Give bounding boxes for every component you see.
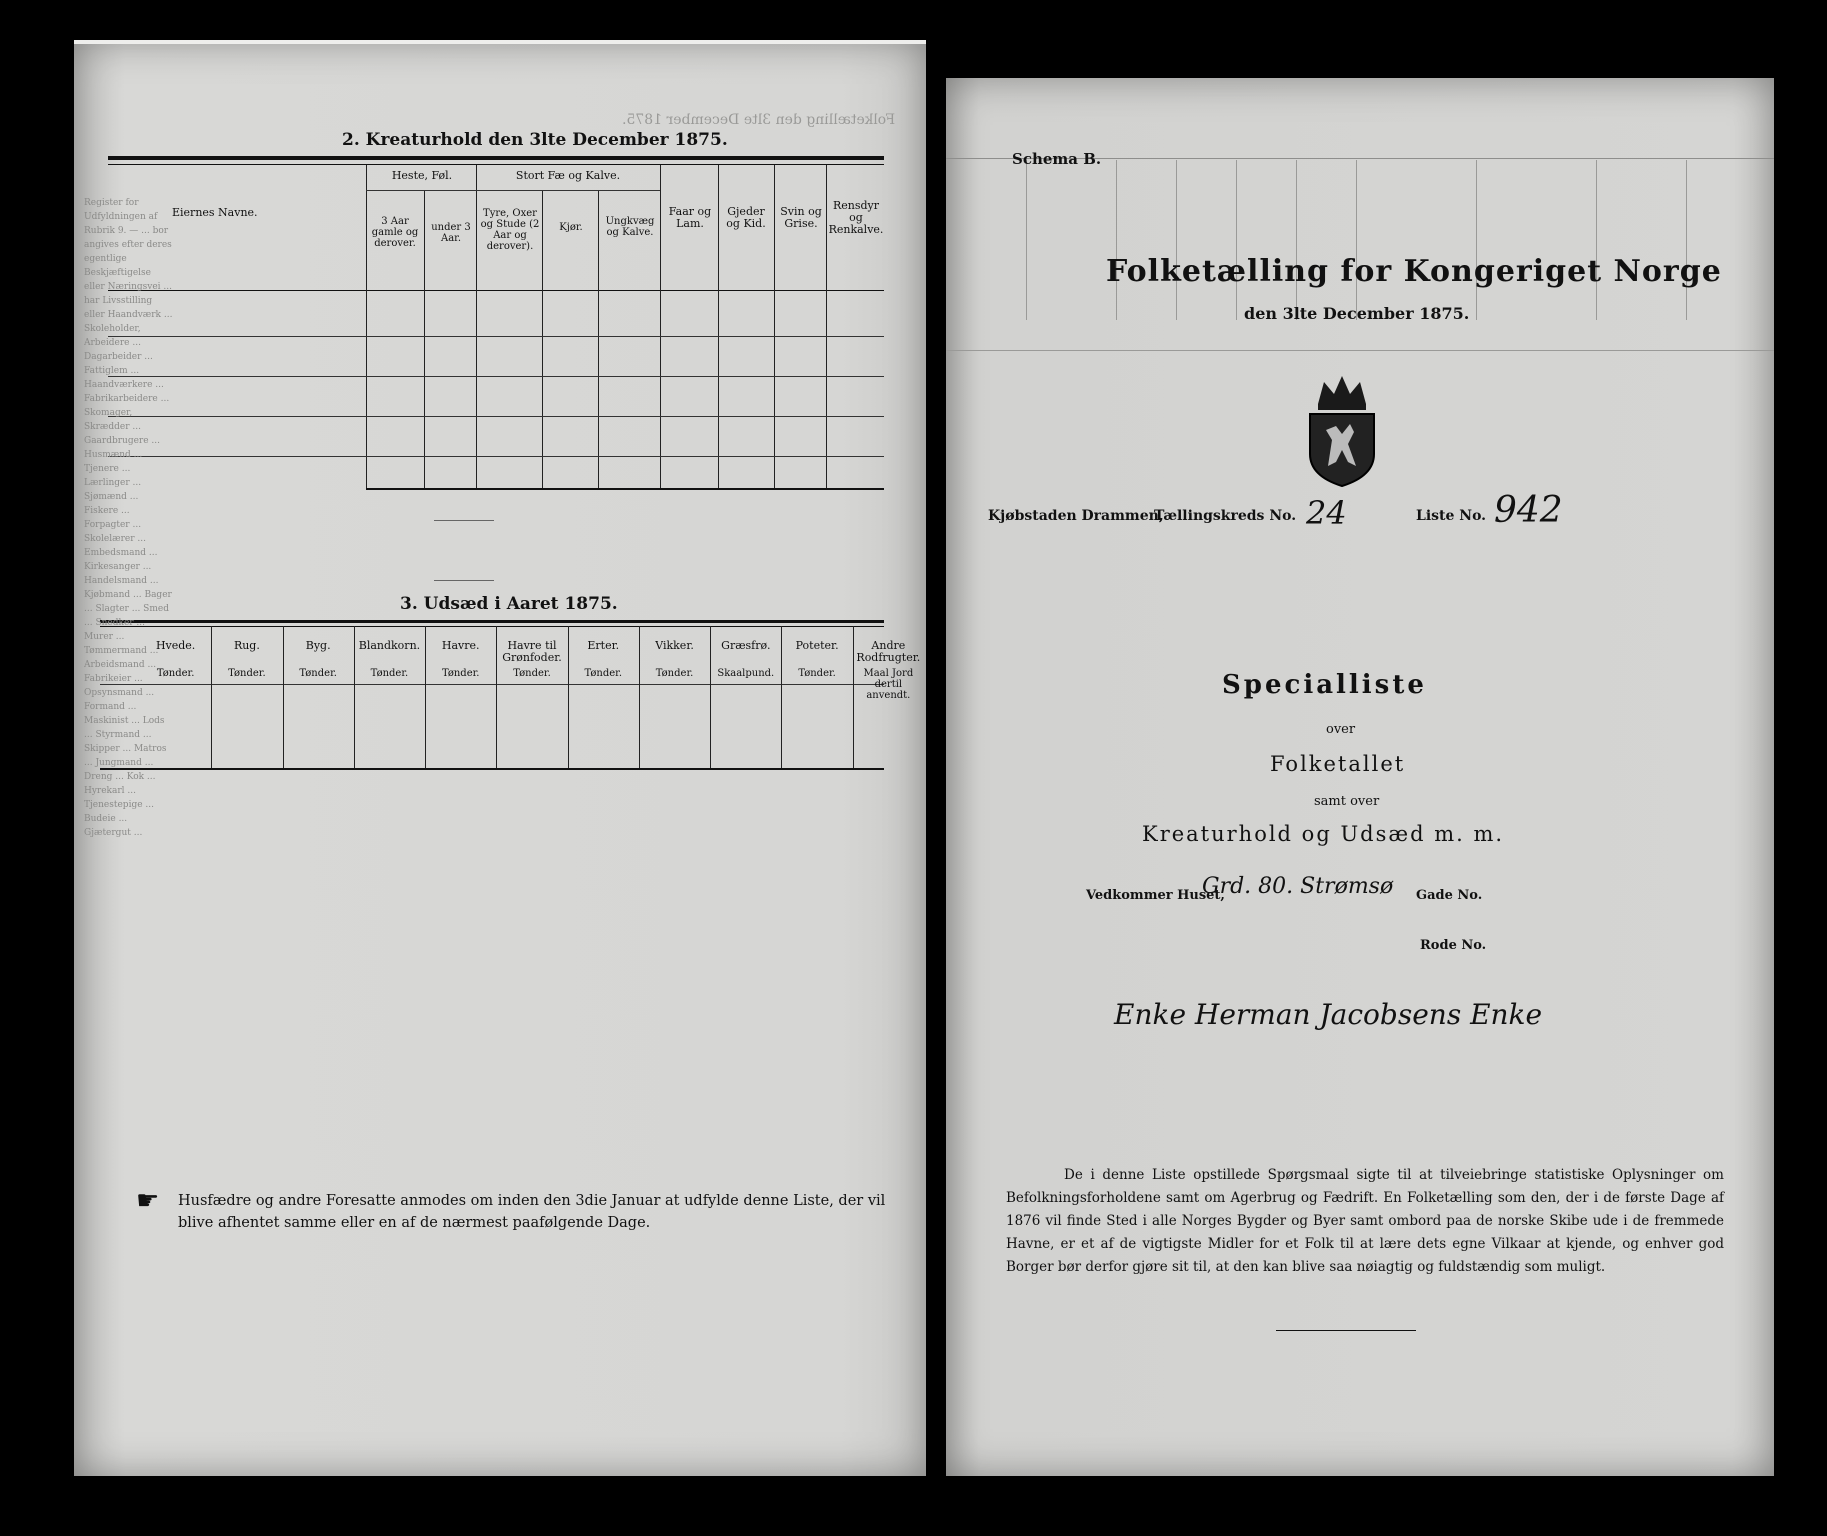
- header-cattle: Stort Fæ og Kalve.: [515, 169, 621, 182]
- seed-header-name: Havre.: [441, 639, 480, 652]
- header-reindeer: Rensdyr og Renkalve.: [828, 199, 884, 236]
- seed-header-name: Rug.: [233, 639, 260, 652]
- gade-label: Gade No.: [1416, 888, 1483, 903]
- left-page: [74, 40, 926, 1476]
- seed-header-name: Blandkorn.: [358, 639, 421, 652]
- header-horses-under3: under 3 Aar.: [431, 222, 471, 244]
- district-prefix: Kjøbstaden Drammen,: [988, 508, 1164, 524]
- seed-header-unit: Skaalpund.: [717, 668, 775, 679]
- owner-handwritten: Enke Herman Jacobsens Enke: [1114, 998, 1543, 1031]
- seed-header-name: Græsfrø.: [721, 639, 771, 652]
- liste-label: Liste No.: [1416, 508, 1487, 524]
- seed-header-unit: Tønder.: [798, 668, 836, 679]
- seed-header-unit: Tønder.: [441, 668, 480, 679]
- seed-header-unit: Maal Jord dertil anvendt.: [863, 668, 914, 701]
- samt-over-text: samt over: [1314, 794, 1380, 809]
- mirrored-header: Folketælling den 3lte December 1875.: [622, 112, 896, 128]
- header-cattle-young: Ungkvæg og Kalve.: [605, 216, 655, 238]
- kreds-label: Tællingskreds No.: [1154, 508, 1297, 524]
- house-value: Grd. 80. Strømsø: [1202, 874, 1394, 899]
- header-goats: Gjeder og Kid.: [726, 205, 766, 230]
- schema-label: Schema B.: [1012, 150, 1102, 168]
- liste-value: 942: [1494, 490, 1563, 531]
- over-text: over: [1326, 722, 1356, 737]
- bleed-through-text: Register for Udfyldningen af Rubrik 9. — ... bor angives efter deres egentlige Beskjæftigelse eller Næringsvei ... har Livsstilling eller Haandværk ... Skoleholder, Arbeidere ... Dagarbeider ... Fattiglem ... Haandværkere ... Fabrikarbeidere ... Skomager, Skrædder ... Gaardbrugere ... Husmænd ... Tjenere ... Lærlinger ... Sjømænd ... Fiskere ... Forpagter ... Skolelærer ... Embedsmand ... Kirkesanger ... Handelsmand ... Kjøbmand ... Bager ... Slagter ... Smed ... Snedker ... Murer ... Tømmermand ... Arbeidsmand ... Fabrikeier ... Opsynsmand ... Formand ... Maskinist ... Lods ... Styrmand ... Skipper ... Matros ... Jungmand ... Dreng ... Kok ... Hyrekarl ... Tjenestepige ... Budeie ... Gjætergut ...: [84, 198, 173, 838]
- seed-header-unit: Tønder.: [655, 668, 694, 679]
- seed-header-name: Andre Rodfrugter.: [856, 639, 921, 664]
- house-label: Vedkommer Huset,: [1086, 888, 1225, 903]
- seed-header-name: Erter.: [587, 639, 620, 652]
- header-pigs: Svin og Grise.: [780, 205, 822, 230]
- header-cattle-cows: Kjør.: [559, 222, 583, 233]
- folketallet-text: Folketallet: [1270, 752, 1406, 776]
- seed-header-unit: Tønder.: [513, 668, 551, 679]
- header-owner: Eiernes Navne.: [172, 206, 258, 219]
- seed-header-unit: Tønder.: [228, 668, 266, 679]
- seed-header-unit: Tønder.: [370, 668, 409, 679]
- header-sheep: Faar og Lam.: [668, 205, 712, 230]
- kreds-value: 24: [1306, 494, 1347, 532]
- pointing-hand-icon: ☛: [136, 1186, 160, 1216]
- seed-header-name: Byg.: [305, 639, 331, 652]
- right-page: [946, 78, 1774, 1476]
- date-line: den 3lte December 1875.: [1244, 304, 1470, 323]
- specialliste-title: Specialliste: [1222, 670, 1427, 700]
- coat-of-arms-icon: [1298, 370, 1386, 488]
- seed-header-unit: Tønder.: [299, 668, 337, 679]
- main-title: Folketælling for Kongeriget Norge: [1106, 254, 1722, 289]
- kreaturhold-title: Kreaturhold og Udsæd m. m.: [1142, 822, 1505, 846]
- seed-header-name: Vikker.: [655, 639, 694, 652]
- section3-title: 3. Udsæd i Aaret 1875.: [400, 594, 618, 614]
- rode-label: Rode No.: [1420, 938, 1487, 953]
- section2-title: 2. Kreaturhold den 3lte December 1875.: [342, 130, 728, 150]
- seed-header-name: Havre til Grønfoder.: [502, 639, 562, 664]
- seed-header-unit: Tønder.: [584, 668, 623, 679]
- page-edge: [74, 40, 926, 44]
- footer-text: De i denne Liste opstillede Spørgsmaal sigte til at tilveiebringe statistiske Oplysninger om Befolkningsforholdene samt om Agerbrug og Fædrift. En Folketælling som den, der i de første Dage af 1876 vil finde Sted i alle Norges Bygder og Byer samt ombord paa de norske Skibe ude i de fremmede Havne, er et af de vigtigste Midler for et Folk til at lære dets egne Vilkaar at kjende, og enhver god Borger bør derfor gjøre sit til, at den kan blive saa nøiagtig og fuldstændig som muligt.: [1006, 1167, 1724, 1275]
- seed-header-name: Poteter.: [795, 639, 839, 652]
- header-cattle-bulls: Tyre, Oxer og Stude (2 Aar og derover).: [480, 208, 540, 252]
- notice-text: Husfædre og andre Foresatte anmodes om inden den 3die Januar at udfylde denne Liste, der vil blive afhentet samme eller en af de nærmest paafølgende Dage.: [178, 1193, 886, 1231]
- seed-header-name: Hvede.: [155, 639, 196, 652]
- header-horses: Heste, Føl.: [391, 169, 453, 182]
- header-horses-3yr: 3 Aar gamle og derover.: [371, 216, 419, 249]
- seed-header-unit: Tønder.: [156, 668, 195, 679]
